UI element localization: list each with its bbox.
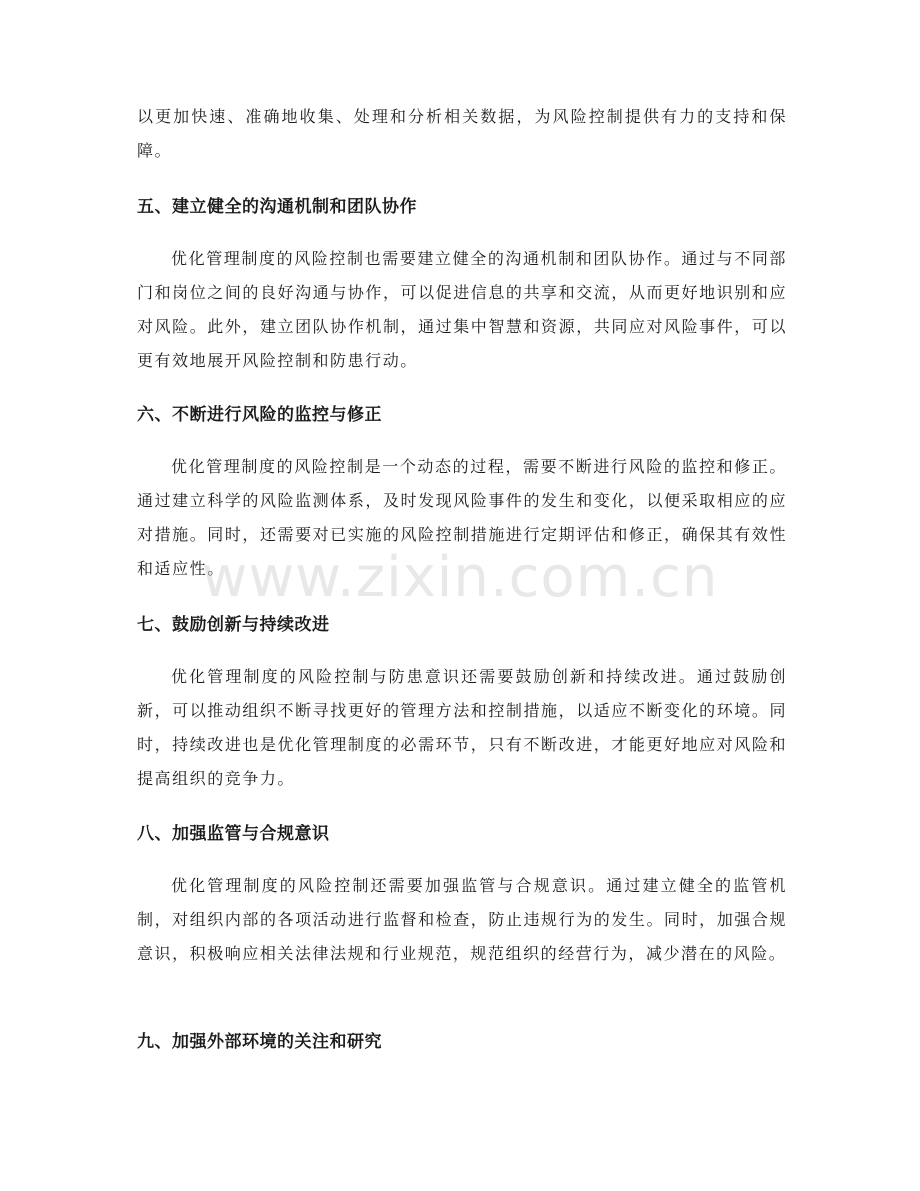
section-paragraph-6: 优化管理制度的风险控制是一个动态的过程，需要不断进行风险的监控和修正。通过建立科学的风险监测体系，及时发现风险事件的发生和变化，以便采取相应的应对措施。同时，还需要对已实施的风险控制措施进行定期评估和修正，确保其有效性和适应性。 (137, 457, 787, 578)
section-heading-8: 八、加强监管与合规意识 (137, 824, 330, 844)
intro-paragraph: 以更加快速、准确地收集、处理和分析相关数据，为风险控制提供有力的支持和保障。 (137, 107, 787, 160)
section-paragraph-5: 优化管理制度的风险控制也需要建立健全的沟通机制和团队协作。通过与不同部门和岗位之间的良好沟通与协作，可以促进信息的共享和交流，从而更好地识别和应对风险。此外，建立团队协作机制，通过集中智慧和资源，共同应对风险事件，可以更有效地展开风险控制和防患行动。 (137, 249, 787, 370)
watermark-text: www.zixin.com.cn (201, 545, 719, 610)
section-heading-5: 五、建立健全的沟通机制和团队协作 (137, 197, 417, 217)
section-heading-7: 七、鼓励创新与持续改进 (137, 615, 330, 635)
section-paragraph-7: 优化管理制度的风险控制与防患意识还需要鼓励创新和持续改进。通过鼓励创新，可以推动组织不断寻找更好的管理方法和控制措施，以适应不断变化的环境。同时，持续改进也是优化管理制度的必需环节，只有不断改进，才能更好地应对风险和提高组织的竞争力。 (137, 667, 787, 788)
section-heading-6: 六、不断进行风险的监控与修正 (137, 405, 382, 425)
section-heading-9: 九、加强外部环境的关注和研究 (137, 1032, 382, 1052)
section-paragraph-8: 优化管理制度的风险控制还需要加强监管与合规意识。通过建立健全的监管机制，对组织内部的各项活动进行监督和检查，防止违规行为的发生。同时，加强合规意识，积极响应相关法律法规和行业规范，规范组织的经营行为，减少潜在的风险。 (137, 876, 787, 963)
